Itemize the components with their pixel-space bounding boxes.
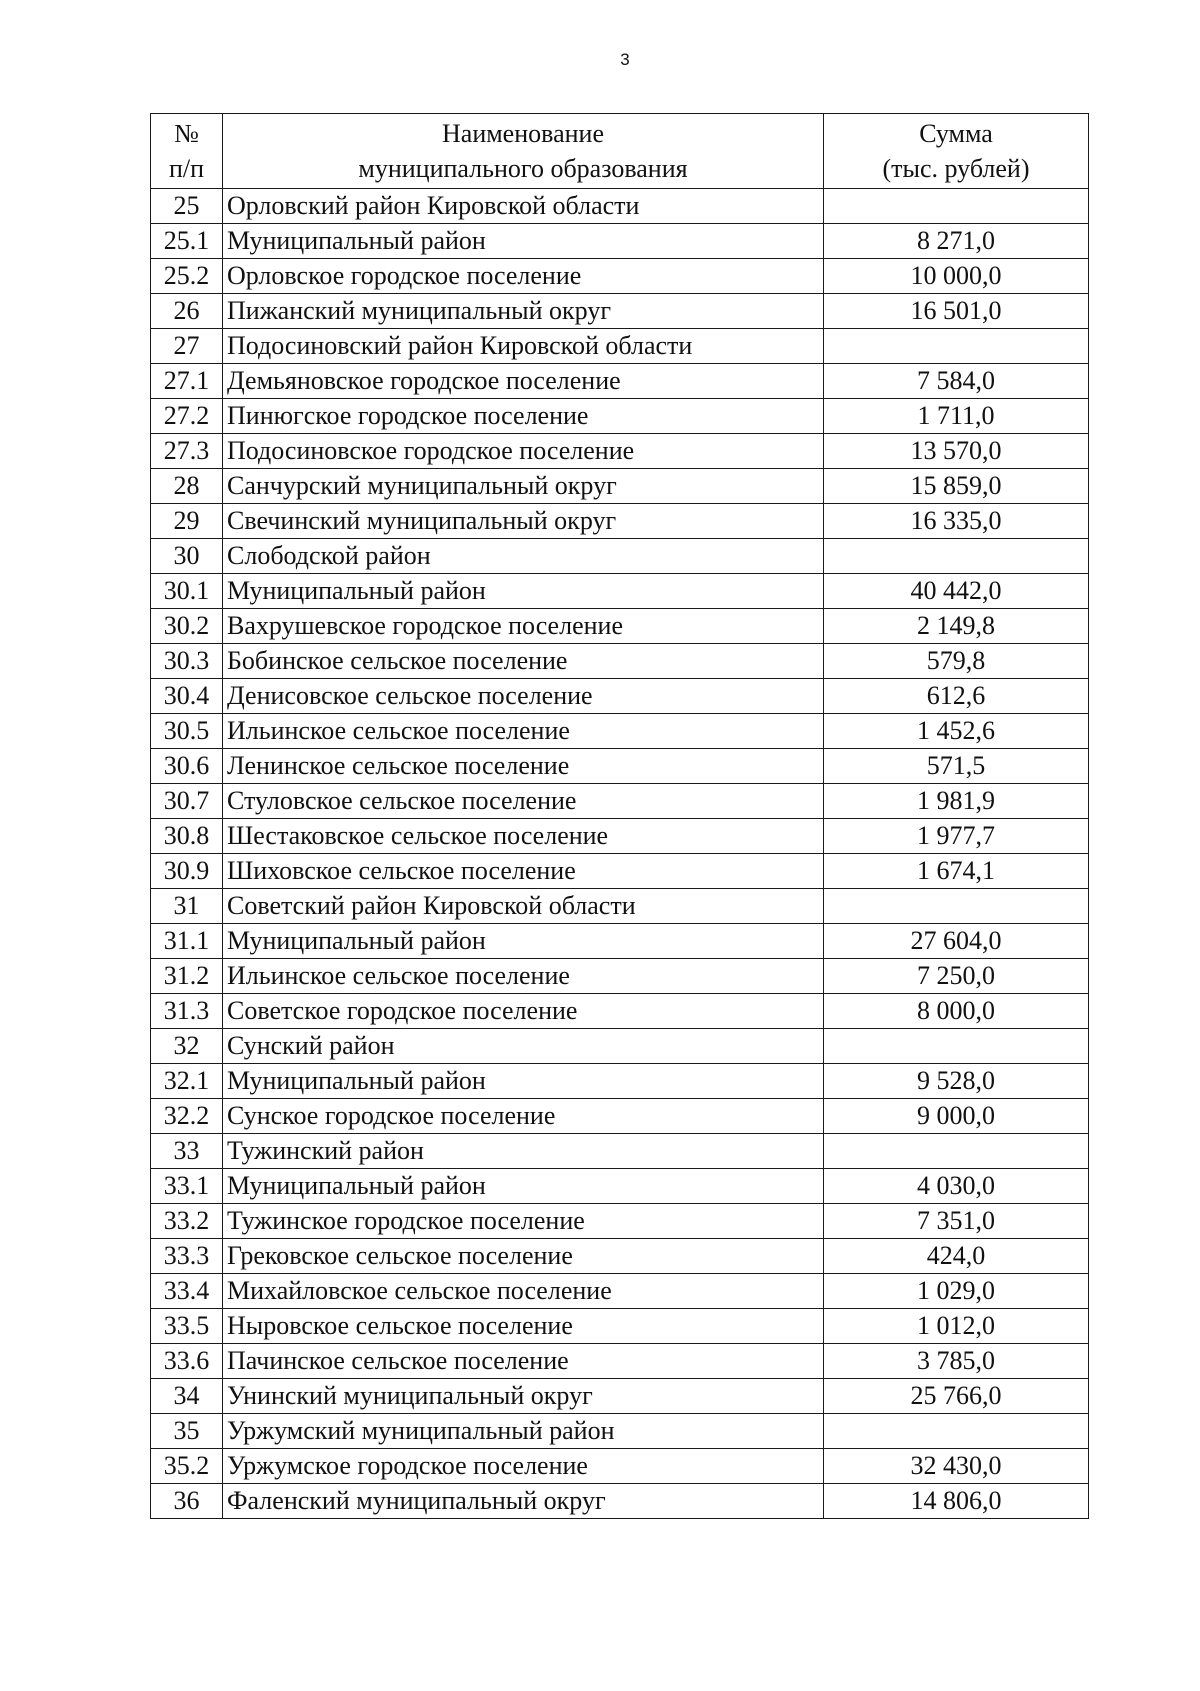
municipality-name-cell: Уржумское городское поселение [223, 1449, 824, 1484]
amount-cell: 4 030,0 [824, 1169, 1089, 1204]
table-row [151, 434, 1089, 469]
municipality-name-cell: Грековское сельское поселение [223, 1239, 824, 1274]
table-row [151, 329, 1089, 364]
municipality-name-cell: Свечинский муниципальный округ [223, 504, 824, 539]
table-row [151, 294, 1089, 329]
municipality-name-cell: Тужинское городское поселение [223, 1204, 824, 1239]
municipality-name-cell: Советский район Кировской области [223, 889, 824, 924]
municipality-name-cell: Тужинский район [223, 1134, 824, 1169]
table-row [151, 959, 1089, 994]
table-row [151, 714, 1089, 749]
row-number-cell: 33.2 [151, 1204, 223, 1239]
row-number-cell: 35 [151, 1414, 223, 1449]
table-row [151, 889, 1089, 924]
row-number-cell: 31 [151, 889, 223, 924]
table-row [151, 609, 1089, 644]
amount-cell: 16 335,0 [824, 504, 1089, 539]
municipality-name-cell: Муниципальный район [223, 924, 824, 959]
table-row [151, 1099, 1089, 1134]
row-number-cell: 25 [151, 189, 223, 224]
row-number-cell: 31.3 [151, 994, 223, 1029]
row-number-cell: 30.7 [151, 784, 223, 819]
row-number-cell: 30.5 [151, 714, 223, 749]
amount-cell: 424,0 [824, 1239, 1089, 1274]
column-header-sum-line2: (тыс. рублей) [882, 154, 1030, 183]
row-number-cell: 26 [151, 294, 223, 329]
table-row [151, 1134, 1089, 1169]
table-row [151, 504, 1089, 539]
municipality-name-cell: Муниципальный район [223, 224, 824, 259]
row-number-cell: 30.9 [151, 854, 223, 889]
amount-cell: 612,6 [824, 679, 1089, 714]
table-row [151, 1239, 1089, 1274]
allocation-table [150, 113, 1089, 1519]
table-row [151, 1484, 1089, 1519]
municipality-name-cell: Шестаковское сельское поселение [223, 819, 824, 854]
table-row [151, 679, 1089, 714]
row-number-cell: 33.6 [151, 1344, 223, 1379]
table-row [151, 574, 1089, 609]
municipality-name-cell: Ленинское сельское поселение [223, 749, 824, 784]
row-number-cell: 33.1 [151, 1169, 223, 1204]
table-row [151, 189, 1089, 224]
amount-cell [824, 1414, 1089, 1449]
municipality-name-cell: Подосиновское городское поселение [223, 434, 824, 469]
amount-cell: 571,5 [824, 749, 1089, 784]
row-number-cell: 30 [151, 539, 223, 574]
amount-cell: 13 570,0 [824, 434, 1089, 469]
amount-cell: 8 271,0 [824, 224, 1089, 259]
page-number: 3 [620, 50, 630, 69]
row-number-cell: 31.2 [151, 959, 223, 994]
municipality-name-cell: Пижанский муниципальный округ [223, 294, 824, 329]
municipality-name-cell: Муниципальный район [223, 1169, 824, 1204]
amount-cell [824, 1029, 1089, 1064]
row-number-cell: 29 [151, 504, 223, 539]
table-row [151, 539, 1089, 574]
row-number-cell: 30.8 [151, 819, 223, 854]
municipality-name-cell: Унинский муниципальный округ [223, 1379, 824, 1414]
amount-cell: 1 711,0 [824, 399, 1089, 434]
amount-cell: 7 351,0 [824, 1204, 1089, 1239]
municipality-name-cell: Муниципальный район [223, 1064, 824, 1099]
municipality-name-cell: Денисовское сельское поселение [223, 679, 824, 714]
amount-cell: 7 250,0 [824, 959, 1089, 994]
row-number-cell: 32 [151, 1029, 223, 1064]
amount-cell [824, 1134, 1089, 1169]
amount-cell: 7 584,0 [824, 364, 1089, 399]
column-header-number [151, 114, 223, 189]
row-number-cell: 30.2 [151, 609, 223, 644]
row-number-cell: 30.3 [151, 644, 223, 679]
table-row [151, 854, 1089, 889]
amount-cell: 32 430,0 [824, 1449, 1089, 1484]
table-header-row [151, 114, 1089, 189]
municipality-name-cell: Ныровское сельское поселение [223, 1309, 824, 1344]
amount-cell: 14 806,0 [824, 1484, 1089, 1519]
municipality-name-cell: Орловский район Кировской области [223, 189, 824, 224]
amount-cell: 8 000,0 [824, 994, 1089, 1029]
amount-cell: 1 977,7 [824, 819, 1089, 854]
row-number-cell: 30.6 [151, 749, 223, 784]
municipality-name-cell: Муниципальный район [223, 574, 824, 609]
row-number-cell: 27.3 [151, 434, 223, 469]
row-number-cell: 33.5 [151, 1309, 223, 1344]
row-number-cell: 35.2 [151, 1449, 223, 1484]
amount-cell: 9 000,0 [824, 1099, 1089, 1134]
amount-cell [824, 539, 1089, 574]
column-header-sum [824, 114, 1089, 189]
municipality-name-cell: Демьяновское городское поселение [223, 364, 824, 399]
row-number-cell: 33 [151, 1134, 223, 1169]
table-row [151, 1309, 1089, 1344]
municipality-name-cell: Шиховское сельское поселение [223, 854, 824, 889]
table-header [151, 114, 1089, 189]
table-row [151, 469, 1089, 504]
column-header-name-line1: Наименование [442, 119, 604, 148]
municipality-name-cell: Советское городское поселение [223, 994, 824, 1029]
municipality-name-cell: Пинюгское городское поселение [223, 399, 824, 434]
row-number-cell: 27.2 [151, 399, 223, 434]
municipality-name-cell: Уржумский муниципальный район [223, 1414, 824, 1449]
table-row [151, 364, 1089, 399]
table-row [151, 1379, 1089, 1414]
municipality-name-cell: Фаленский муниципальный округ [223, 1484, 824, 1519]
municipality-name-cell: Слободской район [223, 539, 824, 574]
amount-cell: 10 000,0 [824, 259, 1089, 294]
table-row [151, 1029, 1089, 1064]
table-row [151, 819, 1089, 854]
table-row [151, 1204, 1089, 1239]
amount-cell: 1 012,0 [824, 1309, 1089, 1344]
row-number-cell: 33.3 [151, 1239, 223, 1274]
municipality-name-cell: Санчурский муниципальный округ [223, 469, 824, 504]
column-header-number-line2: п/п [168, 154, 205, 183]
table-row [151, 924, 1089, 959]
amount-cell: 1 674,1 [824, 854, 1089, 889]
table-row [151, 784, 1089, 819]
municipality-name-cell: Стуловское сельское поселение [223, 784, 824, 819]
row-number-cell: 30.4 [151, 679, 223, 714]
table-row [151, 1449, 1089, 1484]
amount-cell: 27 604,0 [824, 924, 1089, 959]
table-row [151, 259, 1089, 294]
table-body [151, 189, 1089, 1519]
row-number-cell: 27 [151, 329, 223, 364]
amount-cell: 1 029,0 [824, 1274, 1089, 1309]
amount-cell: 40 442,0 [824, 574, 1089, 609]
table-row [151, 1344, 1089, 1379]
amount-cell: 25 766,0 [824, 1379, 1089, 1414]
amount-cell: 1 452,6 [824, 714, 1089, 749]
table-row [151, 994, 1089, 1029]
table-row [151, 224, 1089, 259]
municipality-name-cell: Бобинское сельское поселение [223, 644, 824, 679]
row-number-cell: 28 [151, 469, 223, 504]
table-row [151, 749, 1089, 784]
row-number-cell: 32.1 [151, 1064, 223, 1099]
municipality-name-cell: Пачинское сельское поселение [223, 1344, 824, 1379]
row-number-cell: 32.2 [151, 1099, 223, 1134]
municipality-name-cell: Вахрушевское городское поселение [223, 609, 824, 644]
row-number-cell: 25.2 [151, 259, 223, 294]
table-row [151, 1274, 1089, 1309]
amount-cell: 16 501,0 [824, 294, 1089, 329]
table-row [151, 1169, 1089, 1204]
row-number-cell: 31.1 [151, 924, 223, 959]
row-number-cell: 36 [151, 1484, 223, 1519]
row-number-cell: 34 [151, 1379, 223, 1414]
amount-cell: 2 149,8 [824, 609, 1089, 644]
amount-cell: 9 528,0 [824, 1064, 1089, 1099]
column-header-number-line1: № [174, 119, 199, 148]
municipality-name-cell: Михайловское сельское поселение [223, 1274, 824, 1309]
table-row [151, 644, 1089, 679]
column-header-name-line2: муниципального образования [358, 154, 688, 183]
amount-cell [824, 189, 1089, 224]
table-row [151, 1414, 1089, 1449]
amount-cell [824, 889, 1089, 924]
municipality-name-cell: Сунское городское поселение [223, 1099, 824, 1134]
municipality-name-cell: Подосиновский район Кировской области [223, 329, 824, 364]
amount-cell: 3 785,0 [824, 1344, 1089, 1379]
amount-cell: 579,8 [824, 644, 1089, 679]
amount-cell: 15 859,0 [824, 469, 1089, 504]
municipality-name-cell: Ильинское сельское поселение [223, 959, 824, 994]
municipality-name-cell: Ильинское сельское поселение [223, 714, 824, 749]
row-number-cell: 33.4 [151, 1274, 223, 1309]
amount-cell [824, 329, 1089, 364]
amount-cell: 1 981,9 [824, 784, 1089, 819]
row-number-cell: 27.1 [151, 364, 223, 399]
column-header-sum-line1: Сумма [919, 119, 993, 148]
table-row [151, 1064, 1089, 1099]
municipality-name-cell: Сунский район [223, 1029, 824, 1064]
column-header-name [223, 114, 824, 189]
row-number-cell: 25.1 [151, 224, 223, 259]
table-row [151, 399, 1089, 434]
municipality-name-cell: Орловское городское поселение [223, 259, 824, 294]
row-number-cell: 30.1 [151, 574, 223, 609]
